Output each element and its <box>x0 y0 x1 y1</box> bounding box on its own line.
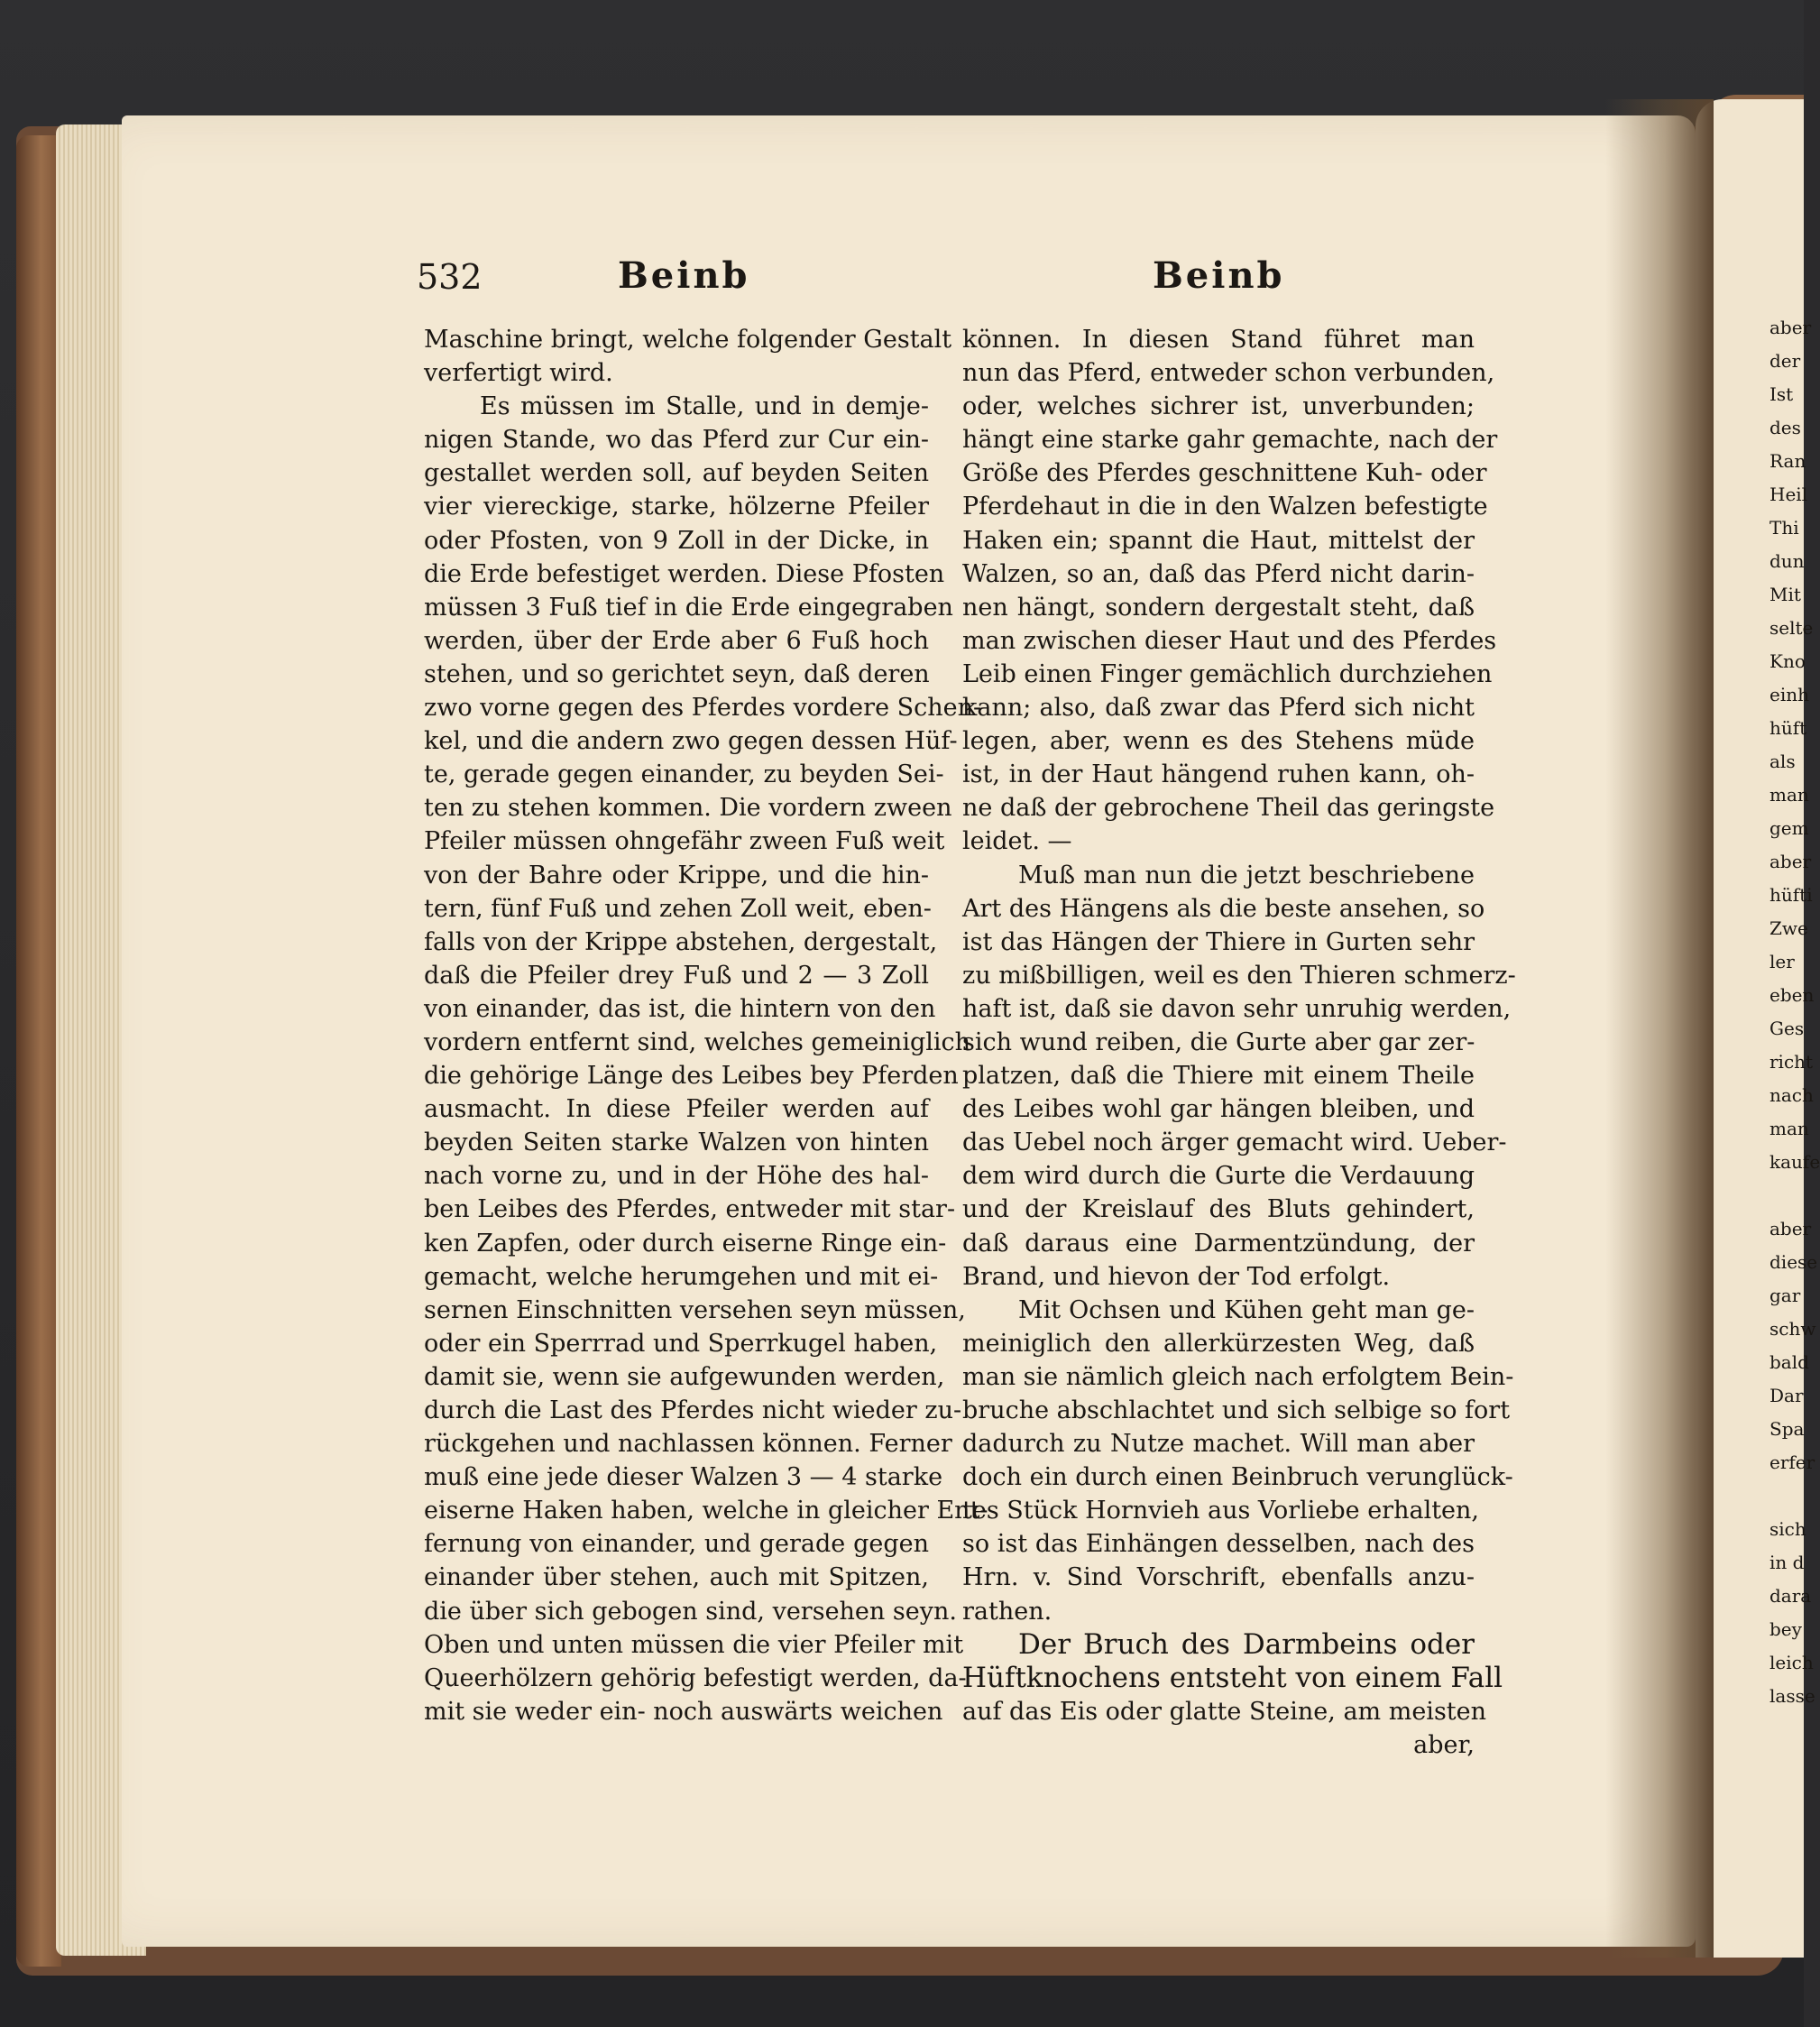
edge-text-fragment: lasse <box>1769 1685 1815 1707</box>
edge-text-fragment: gem <box>1769 817 1809 839</box>
book-spine <box>16 135 61 1967</box>
text-line: die gehörige Länge des Leibes bey Pferden <box>424 1062 959 1091</box>
text-line: platzen, daß die Thiere mit einem Theile <box>962 1062 1475 1091</box>
text-line: vordern entfernt sind, welches gemeiniglich <box>424 1027 971 1056</box>
edge-text-fragment: Zwe <box>1769 917 1808 939</box>
edge-text-fragment: Kno <box>1769 650 1806 672</box>
text-line: ken Zapfen, oder durch eiserne Ringe ein- <box>424 1229 947 1258</box>
edge-gap <box>1769 1479 1804 1513</box>
text-line: Walzen, so an, daß das Pferd nicht darin- <box>962 559 1475 588</box>
edge-text-fragment: in d <box>1769 1552 1805 1573</box>
text-line: Größe des Pferdes geschnittene Kuh- oder <box>962 459 1487 488</box>
edge-text-fragment: aber <box>1769 1218 1812 1239</box>
text-line: oder ein Sperrrad und Sperrkugel haben, <box>424 1329 938 1358</box>
text-line: daß daraus eine Darmentzündung, der <box>962 1229 1475 1258</box>
edge-text-fragment: hüfti <box>1769 884 1813 906</box>
text-line: zu mißbilligen, weil es den Thieren schmerz- <box>962 961 1516 990</box>
text-line: kann; also, daß zwar das Pferd sich nicht <box>962 694 1475 723</box>
text-line: rathen. <box>962 1597 1052 1626</box>
edge-text-fragment: diese <box>1769 1251 1818 1273</box>
text-line: bruche abschlachtet und sich selbige so fort <box>962 1396 1511 1424</box>
text-line: muß eine jede dieser Walzen 3 — 4 starke <box>424 1463 943 1492</box>
text-line: oder, welches sichrer ist, unverbunden; <box>962 392 1475 421</box>
edge-text-fragment: Dar <box>1769 1385 1804 1406</box>
edge-text-fragment: man <box>1769 1118 1809 1139</box>
edge-text-fragment: Ran <box>1769 450 1806 472</box>
text-line: nach vorne zu, und in der Höhe des hal- <box>424 1162 929 1191</box>
text-line: Art des Hängens als die beste ansehen, so <box>962 894 1485 923</box>
edge-text-fragment: richt <box>1769 1051 1814 1073</box>
text-line: fernung von einander, und gerade gegen <box>424 1530 929 1559</box>
text-line: legen, aber, wenn es des Stehens müde <box>962 727 1475 756</box>
text-line: Leib einen Finger gemächlich durchziehen <box>962 659 1493 688</box>
text-line: oder Pfosten, von 9 Zoll in der Dicke, in <box>424 526 929 555</box>
text-line: kel, und die andern zwo gegen dessen Hüf- <box>424 727 958 756</box>
text-line: stehen, und so gerichtet seyn, daß deren <box>424 659 930 688</box>
edge-text-fragment: erfer <box>1769 1451 1815 1473</box>
text-line: ben Leibes des Pferdes, entweder mit star- <box>424 1195 956 1224</box>
text-line: Maschine bringt, welche folgender Gestalt <box>424 326 952 354</box>
edge-text-fragment: Thi <box>1769 517 1799 539</box>
text-line: Pfeiler müssen ohngefähr zween Fuß weit <box>424 827 945 856</box>
edge-text-fragment: aber <box>1769 317 1812 338</box>
text-line: werden, über der Erde aber 6 Fuß hoch <box>424 626 929 655</box>
text-line: nigen Stande, wo das Pferd zur Cur ein- <box>424 426 929 455</box>
text-line: Haken ein; spannt die Haut, mittelst der <box>962 526 1475 555</box>
edge-text-fragment: Mit <box>1769 584 1801 605</box>
edge-text-fragment: Ist <box>1769 383 1794 405</box>
text-line: rückgehen und nachlassen können. Ferner <box>424 1430 952 1459</box>
edge-text-fragment: bald <box>1769 1351 1809 1373</box>
edge-text-fragment: Heil <box>1769 484 1808 505</box>
text-line: aber, <box>1413 1730 1475 1759</box>
text-line: falls von der Krippe abstehen, dergestalt, <box>424 927 938 956</box>
edge-text-fragment: schw <box>1769 1318 1816 1340</box>
text-line: ten zu stehen kommen. Die vordern zween <box>424 794 952 823</box>
edge-text-fragment: eben <box>1769 984 1815 1006</box>
text-line: Muß man nun die jetzt beschriebene <box>1018 861 1475 889</box>
edge-text-fragment: gar <box>1769 1285 1801 1306</box>
edge-text-fragment: aber <box>1769 851 1812 872</box>
text-line: so ist das Einhängen desselben, nach des <box>962 1530 1475 1559</box>
running-head-left: Beinb <box>618 254 750 297</box>
text-line: sich wund reiben, die Gurte aber gar zer- <box>962 1027 1475 1056</box>
text-line: beyden Seiten starke Walzen von hinten <box>424 1129 929 1157</box>
text-line: damit sie, wenn sie aufgewunden werden, <box>424 1362 945 1391</box>
text-line: meiniglich den allerkürzesten Weg, daß <box>962 1329 1475 1358</box>
edge-text-fragment: sich <box>1769 1518 1806 1540</box>
text-line: vier viereckige, starke, hölzerne Pfeiler <box>424 493 929 521</box>
text-line: leidet. — <box>962 827 1072 856</box>
edge-text-fragment: selte <box>1769 617 1814 639</box>
running-head-right: Beinb <box>1153 254 1285 297</box>
text-line: tern, fünf Fuß und zehen Zoll weit, eben- <box>424 894 932 923</box>
text-line: des Leibes wohl gar hängen bleiben, und <box>962 1095 1475 1124</box>
text-line: ne daß der gebrochene Theil das geringste <box>962 794 1495 823</box>
text-line: Hrn. v. Sind Vorschrift, ebenfalls anzu- <box>962 1563 1475 1592</box>
text-line: doch ein durch einen Beinbruch verunglück- <box>962 1463 1513 1492</box>
text-column-right <box>962 323 1516 1762</box>
edge-text-fragment: dun <box>1769 550 1805 572</box>
text-line: und der Kreislauf des Bluts gehindert, <box>962 1195 1475 1224</box>
edge-text-fragment: leich <box>1769 1652 1814 1673</box>
text-line: einander über stehen, auch mit Spitzen, <box>424 1563 929 1592</box>
edge-text-fragment: man <box>1769 784 1809 806</box>
text-line: daß die Pfeiler drey Fuß und 2 — 3 Zoll <box>424 961 929 990</box>
text-line: von der Bahre oder Krippe, und die hin- <box>424 861 929 889</box>
text-line: man sie nämlich gleich nach erfolgtem Bein- <box>962 1362 1514 1391</box>
text-line: ist, in der Haut hängend ruhen kann, oh- <box>962 760 1475 789</box>
text-line: ausmacht. In diese Pfeiler werden auf <box>424 1095 929 1124</box>
edge-text-fragment: bey <box>1769 1618 1802 1640</box>
text-line: man zwischen dieser Haut und des Pferdes <box>962 626 1497 655</box>
edge-text-fragment: Spa <box>1769 1418 1805 1440</box>
edge-text-fragment: nach <box>1769 1084 1814 1106</box>
edge-text-fragment: ler <box>1769 951 1795 972</box>
edge-text-fragment: Ges <box>1769 1018 1805 1039</box>
text-line: zwo vorne gegen des Pferdes vordere Schen- <box>424 694 982 723</box>
page-number: 532 <box>417 257 483 297</box>
text-line: gemacht, welche herumgehen und mit ei- <box>424 1262 939 1291</box>
text-line: die über sich gebogen sind, versehen seyn. <box>424 1597 957 1626</box>
text-line: ist das Hängen der Thiere in Gurten sehr <box>962 927 1475 956</box>
edge-text-fragment: dara <box>1769 1585 1812 1607</box>
text-line: Pferdehaut in die in den Walzen befestigte <box>962 493 1488 521</box>
text-line: können. In diesen Stand führet man <box>962 326 1475 354</box>
text-line: eiserne Haken haben, welche in gleicher Ent- <box>424 1497 988 1525</box>
text-column-left <box>424 323 988 1728</box>
text-line: tes Stück Hornvieh aus Vorliebe erhalten, <box>962 1497 1480 1525</box>
text-line: haft ist, daß sie davon sehr unruhig werden, <box>962 994 1512 1023</box>
edge-text-fragment: als <box>1769 751 1796 772</box>
text-line: te, gerade gegen einander, zu beyden Sei- <box>424 760 944 789</box>
edge-text-fragment: hüft <box>1769 717 1807 739</box>
text-line: hängt eine starke gahr gemachte, nach der <box>962 426 1498 455</box>
text-line: mit sie weder ein- noch auswärts weichen <box>424 1697 943 1726</box>
edge-text-fragment: des <box>1769 417 1801 438</box>
next-page-text-fragment <box>1769 311 1820 1713</box>
text-line: Hüftknochens entsteht von einem Fall <box>962 1661 1503 1694</box>
text-line: auf das Eis oder glatte Steine, am meisten <box>962 1697 1487 1726</box>
text-line: Der Bruch des Darmbeins oder <box>1018 1627 1475 1661</box>
page-gutter-shadow <box>1605 99 1714 1958</box>
edge-text-fragment: kaufe <box>1769 1151 1820 1173</box>
text-line: sernen Einschnitten versehen seyn müssen, <box>424 1295 966 1324</box>
text-line: nun das Pferd, entweder schon verbunden, <box>962 359 1495 388</box>
text-line: durch die Last des Pferdes nicht wieder zu- <box>424 1396 962 1424</box>
edge-text-fragment: der <box>1769 350 1801 372</box>
text-line: die Erde befestiget werden. Diese Pfosten <box>424 559 945 588</box>
text-line: von einander, das ist, die hintern von den <box>424 994 936 1023</box>
text-line: verfertigt wird. <box>424 359 613 388</box>
edge-gap <box>1769 1179 1804 1212</box>
text-line: Oben und unten müssen die vier Pfeiler mit <box>424 1630 964 1659</box>
text-line: müssen 3 Fuß tief in die Erde eingegraben <box>424 593 953 622</box>
text-line: nen hängt, sondern dergestalt steht, daß <box>962 593 1475 622</box>
edge-text-fragment: einh <box>1769 684 1809 705</box>
text-line: dadurch zu Nutze machet. Will man aber <box>962 1430 1475 1459</box>
text-line: Queerhölzern gehörig befestigt werden, da- <box>424 1663 967 1692</box>
text-line: gestallet werden soll, auf beyden Seiten <box>424 459 929 488</box>
text-line: Es müssen im Stalle, und in demje- <box>480 392 929 421</box>
text-line: Mit Ochsen und Kühen geht man ge- <box>1018 1295 1475 1324</box>
text-line: dem wird durch die Gurte die Verdauung <box>962 1162 1475 1191</box>
text-line: Brand, und hievon der Tod erfolgt. <box>962 1262 1391 1291</box>
text-line: das Uebel noch ärger gemacht wird. Ueber- <box>962 1129 1507 1157</box>
